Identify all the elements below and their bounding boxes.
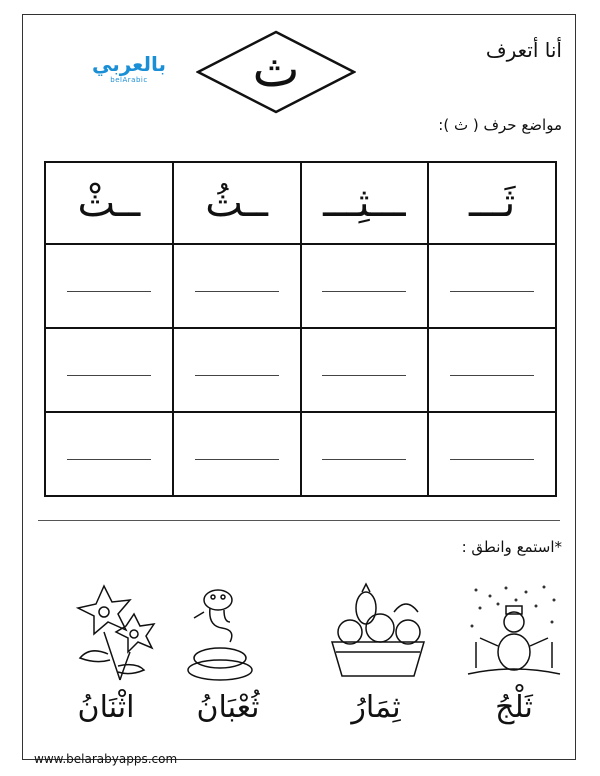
word-thalj: ثَلْجُ: [495, 690, 533, 725]
practice-cell[interactable]: [428, 244, 556, 328]
practice-cell[interactable]: [428, 328, 556, 412]
fruit-basket-icon: [322, 582, 434, 682]
practice-cell[interactable]: [173, 244, 301, 328]
practice-cell[interactable]: [301, 412, 429, 496]
word-thimar: ثِمَارُ: [351, 690, 401, 725]
word-ithnan: اثْنَانُ: [77, 690, 135, 725]
letter-positions-label: مواضع حرف ( ث ):: [438, 116, 562, 134]
practice-cell[interactable]: [45, 412, 173, 496]
word-thuban: ثُعْبَانُ: [196, 690, 260, 725]
flowers-icon: [60, 582, 164, 682]
logo-subtitle: belArabic: [110, 76, 148, 84]
practice-cell[interactable]: [173, 412, 301, 496]
footer-url[interactable]: www.belarabyapps.com: [34, 752, 178, 766]
practice-cell[interactable]: [173, 328, 301, 412]
featured-letter: ث: [252, 40, 300, 98]
practice-cell[interactable]: [45, 244, 173, 328]
practice-cell[interactable]: [45, 328, 173, 412]
snowman-icon: [466, 582, 562, 682]
snake-icon: [180, 582, 260, 682]
form-final-sukun: ــثْ: [45, 162, 173, 244]
section-divider: [38, 520, 560, 521]
practice-cell[interactable]: [301, 328, 429, 412]
form-initial: ثَـــ: [428, 162, 556, 244]
practice-cell[interactable]: [428, 412, 556, 496]
practice-cell[interactable]: [301, 244, 429, 328]
letter-diamond: [196, 30, 356, 114]
page-title: أنا أتعرف: [485, 38, 562, 62]
letter-positions-table: [44, 161, 557, 497]
form-final-connected: ــثُ: [173, 162, 301, 244]
logo-name: بالعربي: [91, 52, 166, 76]
listen-speak-label: *استمع وانطق :: [461, 538, 562, 556]
form-medial: ـــثِـــ: [301, 162, 429, 244]
brand-logo: [86, 52, 172, 96]
